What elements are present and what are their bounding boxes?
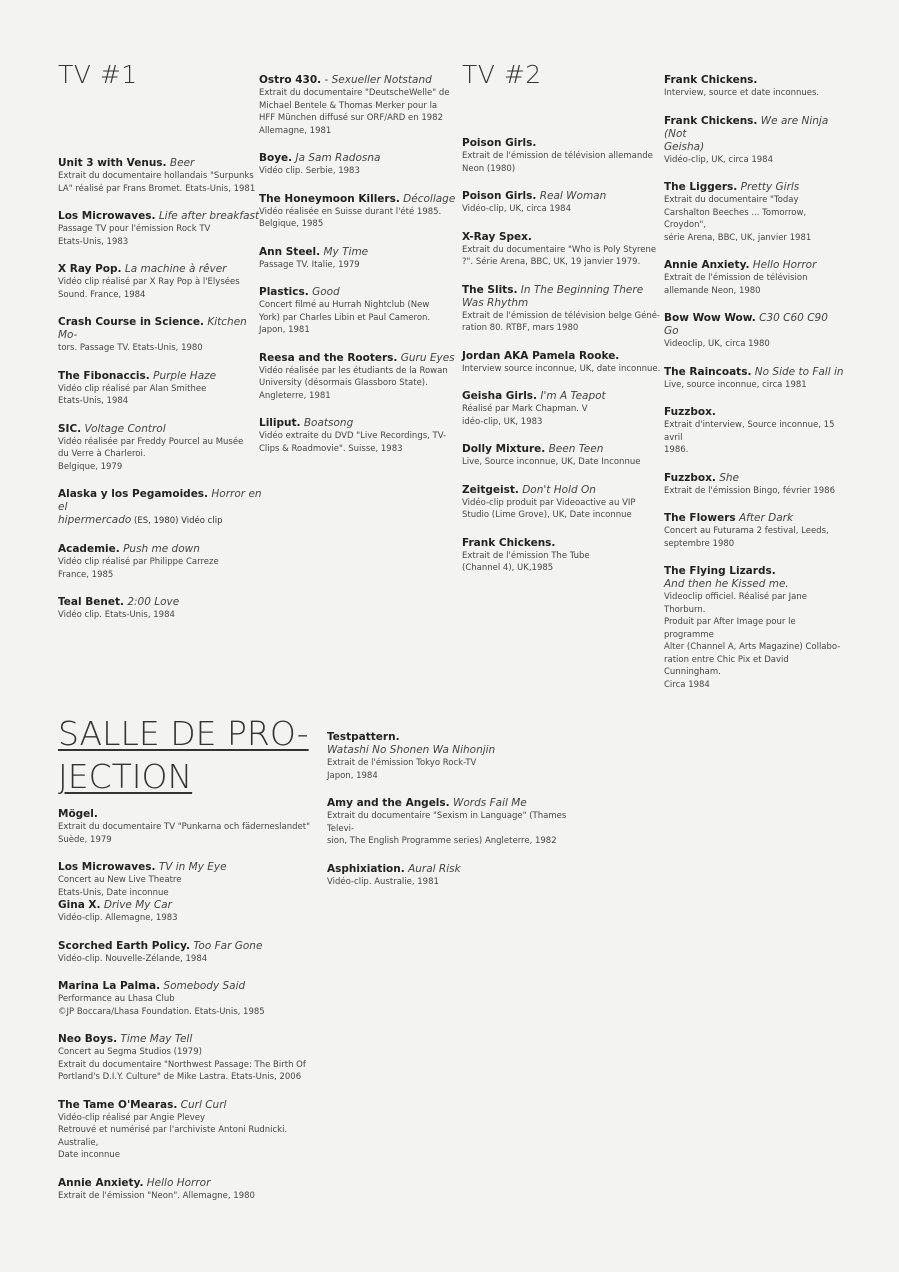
work-title: Push me down — [123, 543, 200, 555]
work-title: Décollage — [403, 192, 456, 205]
entry-detail-line: Extrait du documentaire "Northwest Passage: The Birth Of — [58, 1059, 306, 1070]
entry-heading — [664, 565, 844, 591]
entry-detail-line: Vidéo réalisée par Freddy Pourcel au Musée — [58, 436, 244, 447]
section-title-line-2: JECTION — [58, 757, 193, 796]
entry-heading — [259, 246, 459, 259]
work-title: Ja Sam Radosna — [295, 152, 381, 164]
entry-detail-line: Vidéo clip réalisé par Alan Smithee — [58, 383, 207, 394]
column-tv2 — [462, 60, 667, 590]
work-title: Aural Risk — [408, 862, 461, 875]
artist-name: Dolly Mixture. — [462, 443, 546, 455]
entry-detail-line: University (désormais Glassboro State). — [259, 378, 428, 388]
program-entry — [58, 1033, 318, 1084]
section-title-tv2: TV #2 — [462, 60, 542, 89]
entry-heading — [58, 1099, 318, 1112]
artist-name: Alaska y los Pegamoides. — [58, 488, 209, 500]
work-title: We are Ninja (Not — [664, 114, 829, 140]
artist-name: Ostro 430. — [259, 74, 322, 86]
entry-heading — [58, 543, 263, 556]
entry-heading — [664, 115, 844, 154]
program-entry — [58, 157, 263, 195]
entry-tail: (ES, 1980) Vidéo clip — [131, 516, 223, 526]
entry-detail-line: Extrait de l'émission de télévision — [664, 273, 808, 283]
work-title: Guru Eyes — [400, 351, 455, 364]
entry-heading — [58, 1033, 318, 1046]
entry-detail-line: Extrait de l'émission de télévision belge Géné- — [462, 310, 661, 321]
work-title: No Side to Fall in — [754, 365, 844, 378]
entry-detail-line: Japon, 1981 — [259, 325, 310, 335]
entry-detail-line: du Verre à Charleroi. — [58, 449, 146, 459]
column-tv1 — [58, 60, 263, 637]
entry-heading — [58, 899, 318, 912]
artist-name: The Flowers — [664, 512, 736, 524]
column-projection — [58, 712, 318, 1217]
entry-detail-line: Concert au New Live Theatre — [58, 875, 182, 885]
entry-heading — [462, 443, 667, 456]
entry-heading — [664, 406, 844, 419]
program-entry — [58, 899, 318, 925]
entry-detail-line: Belgique, 1985 — [259, 219, 324, 229]
program-entry — [462, 284, 667, 335]
work-title-continued: Watashi No Shonen Wa Nihonjin — [327, 744, 496, 756]
program-entry — [327, 797, 587, 848]
entry-detail-line: Clips & Roadmovie". Suisse, 1983 — [259, 443, 403, 454]
entry-detail-line: Extrait de l'émission "Neon". Allemagne, 1980 — [58, 1190, 255, 1201]
entry-detail-line: Performance au Lhasa Club — [58, 994, 175, 1004]
entry-detail-line: ration 80. RTBF, mars 1980 — [462, 323, 579, 333]
entry-detail-line: Belgique, 1979 — [58, 461, 123, 472]
artist-name: Frank Chickens. — [664, 74, 758, 86]
program-entry — [58, 940, 318, 966]
entry-heading — [664, 312, 844, 338]
entry-detail-line: Vidéo clip réalisé par Philippe Carreze — [58, 557, 219, 567]
column-projection-continued — [327, 731, 587, 903]
entry-heading — [462, 484, 667, 497]
entry-detail-line: Passage TV pour l'émission Rock TV — [58, 224, 211, 234]
entry-heading — [58, 423, 263, 436]
work-title: She — [719, 471, 739, 484]
entry-detail-line: Michael Bentele & Thomas Merker pour la — [259, 100, 438, 111]
artist-name: Neo Boys. — [58, 1033, 118, 1045]
entry-detail-line: Vidéo extraite du DVD "Live Recordings, TV- — [259, 431, 447, 441]
entry-detail-line: Vidéo-clip produit par Videoactive au VIP — [462, 497, 636, 508]
entry-detail-line: septembre 1980 — [664, 538, 735, 549]
program-entry — [327, 731, 587, 782]
entry-detail-line: HFF München diffusé sur ORF/ARD en 1982 — [259, 113, 443, 123]
entry-heading — [259, 417, 459, 430]
program-entry — [462, 137, 667, 175]
column-tv2-continued — [664, 74, 844, 706]
entry-heading — [462, 190, 667, 203]
work-title: Time May Tell — [120, 1033, 193, 1045]
entry-detail-line: Suède, 1979 — [58, 834, 112, 845]
artist-name: Boye. — [259, 152, 293, 164]
entry-heading — [58, 861, 318, 874]
entry-detail-line: York) par Charles Libin et Paul Cameron. — [259, 312, 431, 323]
entry-detail-line: Interview source inconnue, UK, date inconnue. — [462, 363, 661, 374]
entry-detail-line: Produit par After Image pour le programme — [664, 617, 796, 640]
section-title-line-1: SALLE DE PRO- — [58, 714, 309, 753]
entry-detail-line: Extrait de l'émission de télévision allemande — [462, 151, 653, 161]
work-title-continued: hipermercado — [58, 514, 132, 526]
program-entry — [664, 181, 844, 244]
artist-name: Scorched Earth Policy. — [58, 939, 190, 952]
artist-name: Frank Chickens. — [462, 536, 556, 549]
entry-heading — [664, 366, 844, 379]
artist-name: X-Ray Spex. — [462, 230, 532, 243]
entry-heading — [259, 152, 459, 165]
entry-detail-line: Sound. France, 1984 — [58, 289, 146, 300]
entry-detail-line: Circa 1984 — [664, 679, 710, 690]
program-entry — [462, 484, 667, 522]
entry-heading — [664, 74, 844, 87]
entry-heading — [664, 512, 844, 525]
entry-detail-line: (Channel 4), UK,1985 — [462, 563, 554, 573]
artist-name: Crash Course in Science. — [58, 316, 204, 328]
artist-name: Poison Girls. — [462, 190, 537, 202]
entry-detail-line: Live, source inconnue, circa 1981 — [664, 379, 807, 390]
artist-name: Amy and the Angels. — [327, 797, 450, 809]
program-entry — [664, 312, 844, 351]
entry-heading — [327, 797, 587, 810]
entry-heading — [58, 210, 263, 223]
program-entry — [58, 263, 263, 301]
entry-detail-line: Vidéo clip réalisé par X Ray Pop à l'Elysées — [58, 277, 240, 287]
artist-name: Reesa and the Rooters. — [259, 351, 398, 364]
entry-heading — [664, 181, 844, 194]
program-entry — [462, 190, 667, 216]
entry-detail-line: LA" réalisé par Frans Bromet. Etats-Unis, 1981 — [58, 183, 256, 194]
artist-name: Asphixiation. — [327, 862, 405, 875]
entry-detail-line: Extrait du documentaire "DeutscheWelle" de — [259, 88, 450, 98]
section-title-projection — [58, 712, 318, 798]
program-entry — [664, 74, 844, 100]
entry-detail-line: Etats-Unis, Date inconnue — [58, 887, 169, 898]
work-title: After Dark — [739, 512, 794, 524]
entry-heading — [462, 137, 667, 150]
entry-detail-line: Carshalton Beeches ... Tomorrow, Croydon", — [664, 207, 807, 230]
artist-name: Marina La Palma. — [58, 980, 161, 992]
work-title-continued: Was Rhythm — [462, 296, 529, 309]
entry-detail-line: Portland's D.I.Y. Culture" de Mike Lastra. Etats-Unis, 2006 — [58, 1072, 302, 1082]
entry-detail-line: Neon (1980) — [462, 163, 516, 174]
work-title: Been Teen — [548, 443, 604, 455]
entry-detail-line: Vidéo réalisée par les étudiants de la Rowan — [259, 365, 448, 376]
entry-detail-line: Passage TV. Italie, 1979 — [259, 259, 360, 270]
program-entry — [664, 406, 844, 457]
work-title: Drive My Car — [103, 899, 172, 911]
entry-detail-line: Angleterre, 1981 — [259, 390, 331, 401]
entry-detail-line: allemande Neon, 1980 — [664, 285, 761, 296]
artist-name: Liliput. — [259, 417, 301, 429]
work-title-continued: Geisha) — [664, 140, 705, 153]
entry-detail-line: Studio (Lime Grove), UK, Date inconnue — [462, 510, 632, 520]
program-entry — [462, 390, 667, 428]
entry-heading — [259, 193, 459, 206]
artist-name: Geisha Girls. — [462, 390, 538, 402]
entry-detail-line: sion, The English Programme series) Angleterre, 1982 — [327, 836, 557, 846]
entry-detail-line: idéo-clip, UK, 1983 — [462, 416, 543, 427]
entry-detail-line: Concert au Segma Studios (1979) — [58, 1047, 202, 1057]
work-title: 2:00 Love — [127, 596, 180, 608]
artist-name: The Liggers. — [664, 181, 738, 193]
work-title: Horror en el — [58, 488, 262, 513]
work-title: Life after breakfast — [158, 210, 260, 222]
entry-heading — [259, 74, 459, 87]
program-entry — [58, 370, 263, 408]
entry-detail-line: Vidéo réalisée en Suisse durant l'été 1985. — [259, 206, 442, 217]
program-entry — [58, 210, 263, 248]
entry-heading — [664, 259, 844, 272]
work-title: Voltage Control — [84, 422, 166, 435]
entry-detail-line: Date inconnue — [58, 1150, 121, 1160]
work-title-continued: And then he Kissed me. — [664, 578, 789, 590]
entry-detail-line: Videoclip officiel. Réalisé par Jane Thorburn. — [664, 592, 807, 615]
work-title: Real Woman — [539, 190, 607, 202]
program-entry — [58, 488, 263, 528]
entry-detail-line: ©JP Boccara/Lhasa Foundation. Etats-Unis, 1985 — [58, 1006, 265, 1017]
artist-name: Los Microwaves. — [58, 861, 156, 873]
artist-name: Academie. — [58, 543, 120, 555]
entry-detail-line: Extrait de l'émission Tokyo Rock-TV — [327, 758, 477, 768]
artist-name: The Honeymoon Killers. — [259, 192, 400, 205]
artist-name: Plastics. — [259, 286, 309, 298]
entry-heading — [58, 808, 318, 821]
program-entry — [664, 512, 844, 550]
work-title: Don't Hold On — [522, 483, 596, 496]
program-entry — [259, 152, 459, 178]
program-entry — [462, 350, 667, 376]
artist-name: The Slits. — [462, 283, 518, 296]
work-title: Too Far Gone — [193, 939, 263, 952]
program-entry — [664, 115, 844, 167]
artist-name: The Fibonaccis. — [58, 369, 150, 382]
work-title: Pretty Girls — [740, 181, 800, 193]
entry-detail-line: Retrouvé et numérisé par l'archiviste Antoni Rudnicki. Australie, — [58, 1125, 288, 1148]
entry-heading — [462, 537, 667, 550]
program-entry — [664, 259, 844, 297]
entry-detail-line: France, 1985 — [58, 569, 114, 580]
work-title: - Sexueller Notstand — [324, 74, 432, 86]
program-entry — [58, 980, 318, 1018]
entry-heading — [58, 940, 318, 953]
entry-detail-line: Extrait d'interview, Source inconnue, 15 avril — [664, 420, 835, 443]
work-title: C30 C60 C90 Go — [664, 312, 828, 337]
artist-name: Bow Wow Wow. — [664, 312, 756, 324]
artist-name: The Raincoats. — [664, 365, 752, 378]
entry-detail-line: Réalisé par Mark Chapman. V — [462, 404, 588, 414]
work-title: Somebody Said — [163, 980, 246, 992]
entry-detail-line: Interview, source et date inconnues. — [664, 88, 820, 98]
entry-heading — [58, 488, 263, 528]
program-entry — [259, 352, 459, 403]
entry-detail-line: Vidéo-clip. Nouvelle-Zélande, 1984 — [58, 953, 208, 964]
program-entry — [462, 231, 667, 269]
artist-name: SIC. — [58, 422, 82, 435]
program-entry — [58, 316, 263, 355]
entry-detail-line: ration entre Chic Pix et David Cunningham. — [664, 654, 789, 677]
entry-heading — [58, 980, 318, 993]
work-title: La machine à rêver — [124, 263, 227, 275]
entry-heading — [58, 370, 263, 383]
program-entry — [664, 472, 844, 498]
entry-heading — [259, 286, 459, 299]
entry-heading — [664, 472, 844, 485]
program-entry — [259, 193, 459, 231]
entry-detail-line: Vidéo clip. Etats-Unis, 1984 — [58, 610, 175, 620]
work-title: Kitchen Mo- — [58, 316, 247, 341]
artist-name: Mögel. — [58, 808, 98, 820]
artist-name: Fuzzbox. — [664, 471, 716, 484]
entry-detail-line: Extrait du documentaire "Who is Poly Styrene — [462, 244, 657, 255]
entry-detail-line: Videoclip, UK, circa 1980 — [664, 339, 770, 349]
entry-detail-line: Extrait du documentaire TV "Punkarna och fäderneslandet" — [58, 822, 311, 832]
entry-heading — [58, 316, 263, 342]
column-tv1-continued — [259, 74, 459, 470]
entry-heading — [58, 263, 263, 276]
program-entry — [58, 1099, 318, 1162]
program-entry — [58, 596, 263, 622]
entry-detail-line: Vidéo-clip, UK, circa 1984 — [664, 154, 773, 165]
program-entry — [259, 286, 459, 337]
entry-detail-line: Vidéo-clip réalisé par Angie Plevey — [58, 1112, 206, 1123]
program-entry — [58, 808, 318, 846]
entry-detail-line: Extrait du documentaire hollandais "Surpunks — [58, 171, 254, 181]
artist-name: Zeitgeist. — [462, 483, 519, 496]
artist-name: Gina X. — [58, 899, 101, 911]
artist-name: The Tame O'Mearas. — [58, 1098, 178, 1111]
entry-heading — [462, 284, 667, 310]
work-title: Hello Horror — [146, 1176, 211, 1189]
entry-detail-line: Extrait de l'émission The Tube — [462, 550, 590, 561]
work-title: In The Beginning There — [520, 283, 644, 296]
entry-detail-line: Vidéo clip. Serbie, 1983 — [259, 166, 360, 176]
entry-heading — [58, 1177, 318, 1190]
work-title: TV in My Eye — [158, 861, 227, 873]
program-entry — [259, 246, 459, 272]
entry-detail-line: Concert filmé au Hurrah Nightclub (New — [259, 300, 430, 310]
entry-heading — [58, 596, 263, 609]
entry-detail-line: Allemagne, 1981 — [259, 125, 332, 136]
artist-name: Frank Chickens. — [664, 114, 758, 127]
entry-detail-line: Extrait du documentaire "Sexism in Language" (Thames Televi- — [327, 811, 567, 834]
artist-name: The Flying Lizards. — [664, 565, 776, 577]
entry-detail-line: Live, Source inconnue, UK, Date Inconnue — [462, 457, 641, 467]
entry-heading — [327, 863, 587, 876]
entry-heading — [58, 157, 263, 170]
entry-heading — [327, 731, 587, 757]
entry-detail-line: Alter (Channel A, Arts Magazine) Collabo- — [664, 642, 841, 652]
work-title: I'm A Teapot — [540, 390, 606, 402]
entry-detail-line: 1986. — [664, 445, 689, 455]
program-entry — [462, 443, 667, 469]
work-title: Words Fail Me — [453, 797, 527, 809]
artist-name: Annie Anxiety. — [58, 1176, 144, 1189]
entry-detail-line: tors. Passage TV. Etats-Unis, 1980 — [58, 343, 203, 353]
artist-name: Annie Anxiety. — [664, 259, 750, 271]
artist-name: Los Microwaves. — [58, 210, 156, 222]
program-entry — [58, 861, 318, 899]
entry-detail-line: Extrait de l'émission Bingo, février 1986 — [664, 485, 835, 496]
section-title-tv1: TV #1 — [58, 60, 138, 89]
work-title: Hello Horror — [752, 259, 817, 271]
program-entry — [58, 423, 263, 474]
artist-name: Jordan AKA Pamela Rooke. — [462, 349, 620, 362]
work-title: My Time — [323, 245, 369, 258]
entry-detail-line: Vidéo-clip, UK, circa 1984 — [462, 204, 571, 214]
entry-detail-line: Vidéo-clip. Australie, 1981 — [327, 876, 439, 887]
artist-name: X Ray Pop. — [58, 263, 122, 275]
artist-name: Fuzzbox. — [664, 406, 716, 418]
entry-detail-line: Vidéo-clip. Allemagne, 1983 — [58, 913, 178, 923]
work-title: Purple Haze — [153, 369, 217, 382]
entry-detail-line: ?". Série Arena, BBC, UK, 19 janvier 1979. — [462, 257, 641, 267]
entry-detail-line: Japon, 1984 — [327, 770, 378, 781]
entry-heading — [462, 350, 667, 363]
artist-name: Teal Benet. — [58, 596, 124, 608]
work-title: Beer — [169, 157, 195, 169]
program-entry — [327, 863, 587, 889]
program-entry — [58, 543, 263, 581]
program-entry — [259, 74, 459, 137]
work-title: Good — [312, 286, 340, 298]
entry-heading — [462, 390, 667, 403]
work-title: Boatsong — [303, 417, 354, 429]
artist-name: Unit 3 with Venus. — [58, 157, 167, 169]
entry-detail-line: Concert au Futurama 2 festival, Leeds, — [664, 526, 829, 536]
entry-heading — [259, 352, 459, 365]
artist-name: Testpattern. — [327, 731, 400, 743]
program-entry — [462, 537, 667, 575]
program-entry — [58, 1177, 318, 1203]
program-entry — [664, 565, 844, 691]
work-title: Curl Curl — [180, 1098, 227, 1111]
artist-name: Ann Steel. — [259, 245, 321, 258]
program-entry — [664, 366, 844, 392]
entry-heading — [462, 231, 667, 244]
entry-detail-line: Etats-Unis, 1983 — [58, 236, 129, 247]
entry-detail-line: série Arena, BBC, UK, janvier 1981 — [664, 232, 812, 243]
entry-detail-line: Extrait du documentaire "Today — [664, 195, 799, 205]
program-entry — [259, 417, 459, 455]
artist-name: Poison Girls. — [462, 137, 537, 149]
entry-detail-line: Etats-Unis, 1984 — [58, 396, 129, 406]
